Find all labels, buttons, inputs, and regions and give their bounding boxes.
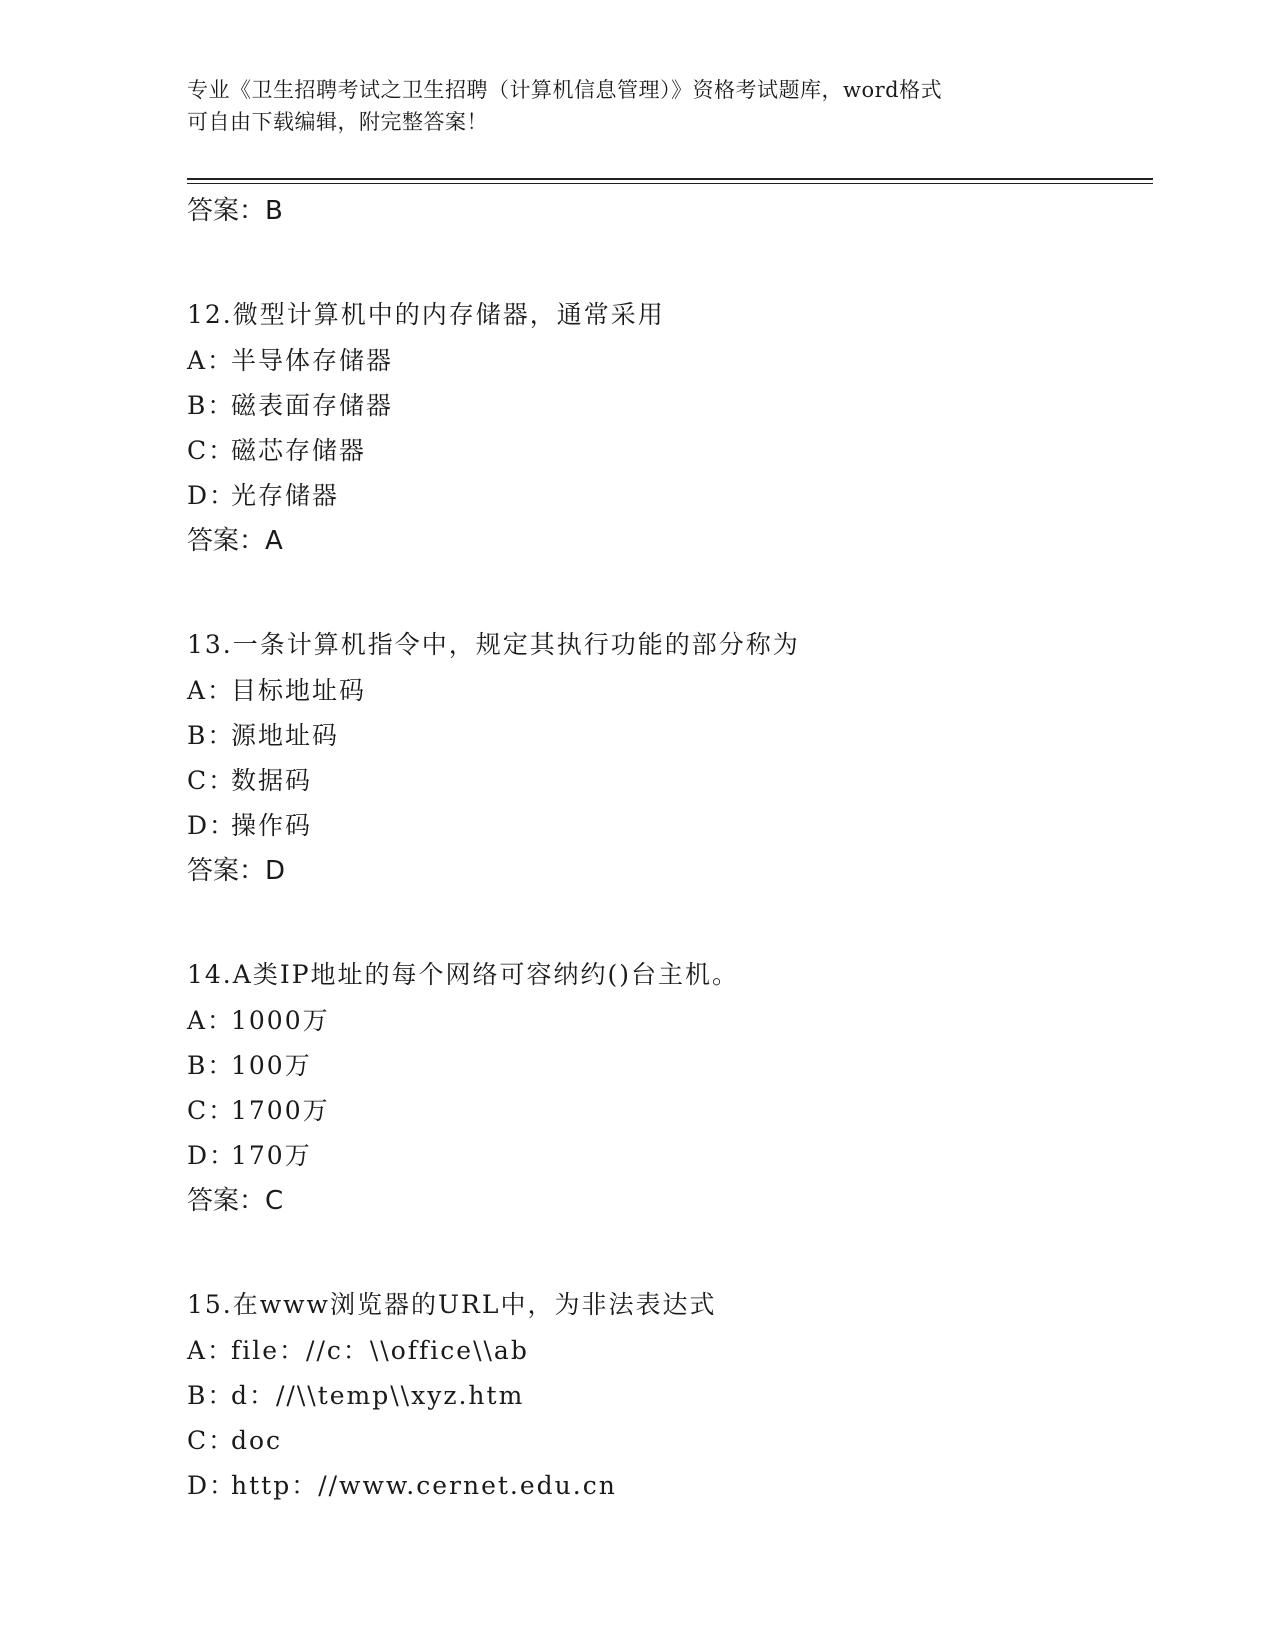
option-text: 磁芯存储器 [231,436,367,465]
option-key: B： [187,1381,235,1410]
option-d [187,473,1137,518]
option-text: http：//www.cernet.edu.cn [231,1471,617,1500]
question-block [187,292,1137,564]
option-text: 1000万 [231,1006,330,1035]
question-stem: 12.微型计算机中的内存储器，通常采用 [187,300,665,329]
option-text: 1700万 [231,1096,330,1125]
option-b [187,383,1137,428]
option-text: 操作码 [231,811,313,840]
option-key: D： [187,481,237,510]
spacer [187,1224,1137,1282]
option-key: C： [187,436,236,465]
question-list [187,188,1137,1508]
question-stem: 14.A类IP地址的每个网络可容纳约()台主机。 [187,960,740,989]
option-text: 半导体存储器 [231,346,394,375]
option-text: 光存储器 [231,481,340,510]
option-key: C： [187,1426,236,1455]
option-key: A： [187,346,235,375]
answer-line: 答案：D [187,856,286,886]
option-key: A： [187,676,235,705]
question-stem: 13.一条计算机指令中，规定其执行功能的部分称为 [187,630,800,659]
spacer [187,894,1137,952]
option-key: D： [187,811,237,840]
document-header [187,74,1087,138]
question-block [187,952,1137,1224]
option-c [187,1418,1137,1463]
option-text: 目标地址码 [231,676,367,705]
option-text: 100万 [231,1051,312,1080]
option-text: d：//\\temp\\xyz.htm [231,1381,525,1410]
option-c [187,1088,1137,1133]
answer-line: 答案：C [187,1186,284,1216]
header-divider-thin [187,183,1153,184]
option-a [187,668,1137,713]
option-text: 数据码 [231,766,313,795]
question-block [187,622,1137,894]
question-stem: 15.在www浏览器的URL中，为非法表达式 [187,1290,717,1319]
option-d [187,1463,1137,1508]
answer-line: 答案：A [187,526,283,556]
option-a [187,1328,1137,1373]
option-d [187,1133,1137,1178]
option-text: 170万 [231,1141,312,1170]
spacer [187,564,1137,622]
option-key: B： [187,721,235,750]
option-a [187,998,1137,1043]
option-key: A： [187,1006,235,1035]
option-d [187,803,1137,848]
option-a [187,338,1137,383]
header-subtitle-line: 可自由下载编辑，附完整答案！ [187,110,488,134]
header-title-line: 专业《卫生招聘考试之卫生招聘（计算机信息管理）》资格考试题库，word格式 [187,78,943,102]
option-key: A： [187,1336,235,1365]
option-text: 源地址码 [231,721,340,750]
option-b [187,713,1137,758]
spacer [187,234,1137,292]
option-text: 磁表面存储器 [231,391,394,420]
header-divider-thick [187,178,1153,180]
question-block [187,1282,1137,1508]
option-text: doc [231,1426,283,1455]
previous-answer: 答案：B [187,196,283,226]
option-text: file：//c：\\office\\ab [231,1336,529,1365]
option-key: D： [187,1471,237,1500]
option-b [187,1043,1137,1088]
option-key: B： [187,391,235,420]
option-key: B： [187,1051,235,1080]
option-key: D： [187,1141,237,1170]
option-c [187,758,1137,803]
option-b [187,1373,1137,1418]
option-key: C： [187,1096,236,1125]
option-key: C： [187,766,236,795]
option-c [187,428,1137,473]
